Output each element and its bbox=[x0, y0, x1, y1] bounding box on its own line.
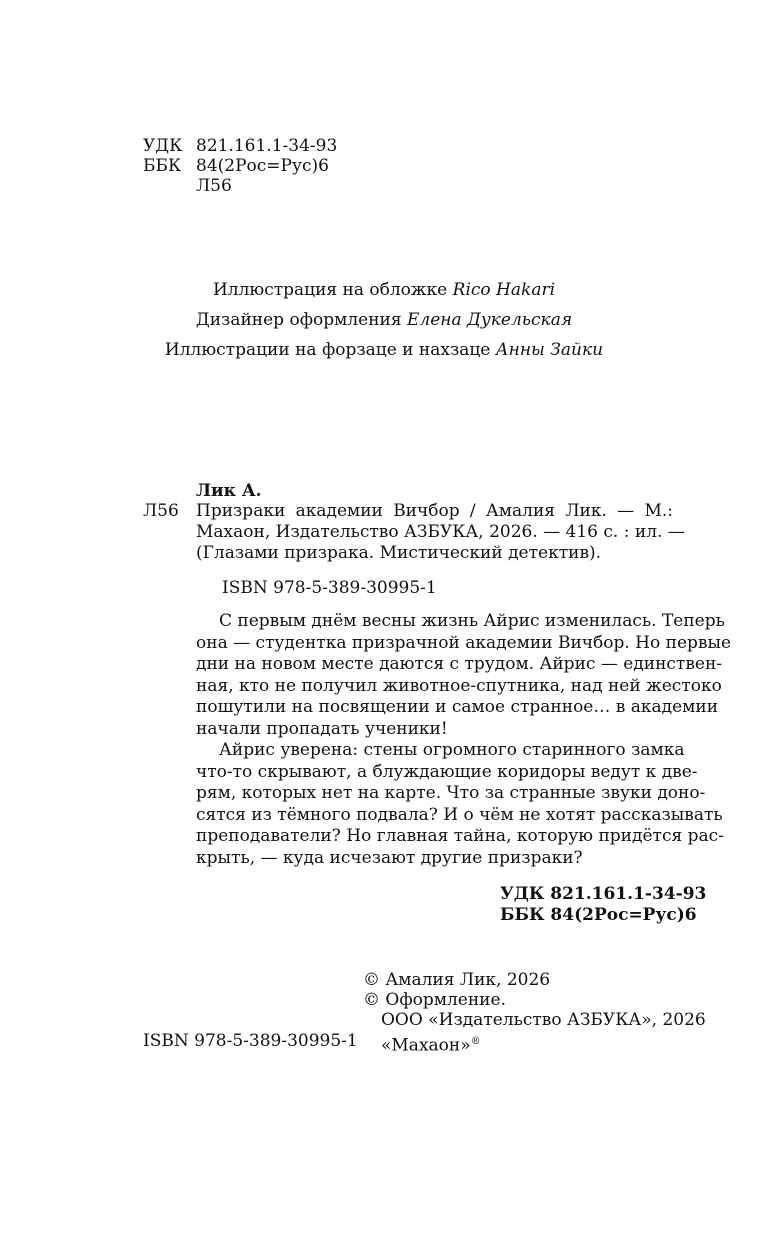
record-line: Махаон, Издательство АЗБУКА, 2026. — 416 с. : ил. — bbox=[196, 522, 685, 542]
record-line: Призраки академии Вичбор / Амалия Лик. — М.: bbox=[196, 501, 673, 521]
udk-label: УДК bbox=[143, 136, 183, 156]
annotation-line: ная, кто не получил животное-спутника, над ней жестоко bbox=[196, 676, 722, 696]
author-mark: Л56 bbox=[143, 501, 179, 521]
record-line: (Глазами призрака. Мистический детектив). bbox=[196, 543, 602, 563]
udk-value: 821.161.1-34-93 bbox=[196, 136, 338, 156]
credit-role: Дизайнер оформления bbox=[195, 310, 402, 330]
copyright-isbn: ISBN 978-5-389-30995-1 bbox=[143, 1031, 358, 1051]
copyright-line: ООО «Издательство АЗБУКА», 2026 bbox=[381, 1010, 706, 1030]
annotation-line: рям, которых нет на карте. Что за странные звуки доно- bbox=[196, 783, 706, 803]
bbk-value: 84(2Рос=Рус)6 bbox=[196, 156, 329, 176]
publisher-imprint bbox=[381, 1031, 481, 1057]
annotation-line: С первым днём весны жизнь Айрис изменилась. Теперь bbox=[219, 611, 725, 631]
credit-role: Иллюстрация на обложке bbox=[212, 280, 448, 300]
annotation-line: дни на новом месте даются с трудом. Айрис — единствен- bbox=[196, 654, 723, 674]
credit-designer bbox=[0, 310, 768, 331]
annotation-line: Айрис уверена: стены огромного старинного замка bbox=[219, 740, 685, 760]
credit-name: Елена Дукельская bbox=[407, 310, 573, 330]
annotation-line: сятся из тёмного подвала? И о чём не хотят рассказывать bbox=[196, 805, 723, 825]
annotation-line: пошутили на посвящении и самое странное… в академии bbox=[196, 697, 719, 717]
annotation-line: крыть, — куда исчезают другие призраки? bbox=[196, 848, 583, 868]
bbk-code: ББК 84(2Рос=Рус)6 bbox=[500, 905, 697, 925]
credit-name: Анны Зайки bbox=[495, 340, 604, 360]
annotation-line: начали пропадать ученики! bbox=[196, 719, 448, 739]
copyright-line: © Оформление. bbox=[363, 990, 506, 1010]
copyright-line: «Махаон» bbox=[381, 1035, 471, 1056]
bbk-label: ББК bbox=[143, 156, 182, 176]
annotation-line: преподаватели? Но главная тайна, которую придётся рас- bbox=[196, 826, 724, 846]
registered-mark: ® bbox=[470, 1036, 481, 1047]
credit-name: Rico Hakari bbox=[452, 280, 556, 300]
record-isbn: ISBN 978-5-389-30995-1 bbox=[222, 578, 437, 598]
udk-code: УДК 821.161.1-34-93 bbox=[500, 884, 707, 904]
author-heading: Лик А. bbox=[196, 481, 262, 501]
credit-cover-illustration bbox=[0, 280, 768, 301]
credit-role: Иллюстрации на форзаце и нахзаце bbox=[164, 340, 491, 360]
annotation-line: что-то скрывают, а блуждающие коридоры ведут к две- bbox=[196, 762, 698, 782]
credit-endpaper-illustrations bbox=[0, 340, 768, 361]
author-mark-top: Л56 bbox=[196, 176, 232, 196]
copyright-line: © Амалия Лик, 2026 bbox=[363, 970, 551, 990]
annotation-line: она — студентка призрачной академии Вичбор. Но первые bbox=[196, 633, 732, 653]
